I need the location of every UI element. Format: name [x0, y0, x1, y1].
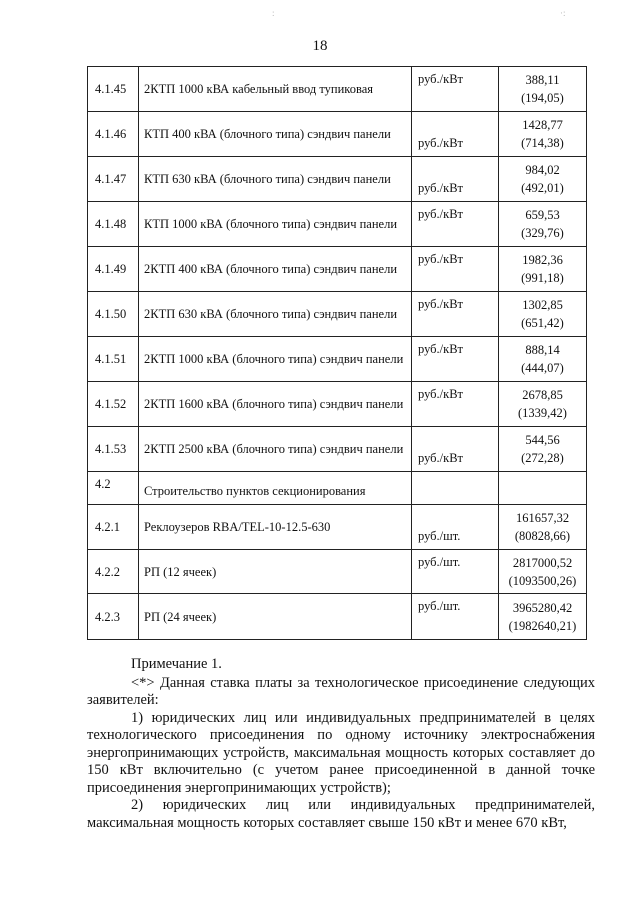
row-unit: руб./шт. — [412, 550, 499, 594]
row-code: 4.1.53 — [88, 427, 139, 472]
row-name: 2КТП 1600 кВА (блочного типа) сэндвич панели — [139, 382, 412, 427]
price-value: 161657,32 — [515, 511, 570, 525]
row-name: КТП 1000 кВА (блочного типа) сэндвич панели — [139, 202, 412, 247]
row-code: 4.2 — [88, 472, 139, 505]
table-row — [88, 337, 587, 382]
row-unit: руб./кВт — [412, 157, 499, 202]
row-name: Реклоузеров RBA/TEL-10-12.5-630 — [139, 505, 412, 550]
price-value: 1302,85 — [522, 298, 563, 312]
price-half-value: (1093500,26) — [508, 573, 577, 588]
table-row — [88, 550, 587, 594]
row-price — [499, 594, 587, 640]
price-half-value: (444,07) — [521, 361, 564, 375]
row-price — [499, 337, 587, 382]
row-unit — [412, 472, 499, 505]
table-row — [88, 292, 587, 337]
row-code: 4.1.48 — [88, 202, 139, 247]
price-value: 984,02 — [525, 163, 560, 177]
table-row — [88, 67, 587, 112]
row-price — [499, 202, 587, 247]
row-name: 2КТП 630 кВА (блочного типа) сэндвич панели — [139, 292, 412, 337]
price-value: 2678,85 — [522, 388, 563, 402]
row-name: РП (24 ячеек) — [139, 594, 412, 640]
row-price — [499, 292, 587, 337]
row-code: 4.2.1 — [88, 505, 139, 550]
price-value: 1982,36 — [522, 253, 563, 267]
price-value: 659,53 — [525, 208, 560, 222]
row-code: 4.1.47 — [88, 157, 139, 202]
row-unit: руб./кВт — [412, 337, 499, 382]
row-code: 4.2.3 — [88, 594, 139, 640]
price-half-value: (194,05) — [521, 91, 564, 105]
note-section — [87, 656, 595, 832]
table-row — [88, 247, 587, 292]
row-name: Строительство пунктов секционирования — [139, 472, 412, 505]
row-name: 2КТП 1000 кВА (блочного типа) сэндвич панели — [139, 337, 412, 382]
price-half-value: (714,38) — [521, 136, 564, 150]
row-code: 4.1.50 — [88, 292, 139, 337]
row-unit: руб./кВт — [412, 202, 499, 247]
scan-speck: ·: — [560, 8, 566, 18]
row-price — [499, 505, 587, 550]
row-name: 2КТП 400 кВА (блочного типа) сэндвич панели — [139, 247, 412, 292]
row-price — [499, 157, 587, 202]
price-value: 388,11 — [525, 73, 560, 87]
row-unit: руб./кВт — [412, 427, 499, 472]
note-title: Примечание 1. — [131, 656, 222, 672]
tariff-table — [87, 66, 587, 640]
row-name: КТП 630 кВА (блочного типа) сэндвич панели — [139, 157, 412, 202]
price-value: 888,14 — [525, 343, 560, 357]
price-half-value: (1339,42) — [518, 406, 567, 420]
row-unit: руб./кВт — [412, 112, 499, 157]
row-unit: руб./кВт — [412, 67, 499, 112]
price-half-value: (651,42) — [521, 316, 564, 330]
row-price — [499, 247, 587, 292]
row-price — [499, 472, 587, 505]
price-value: 1428,77 — [522, 118, 563, 132]
row-price — [499, 427, 587, 472]
row-code: 4.1.45 — [88, 67, 139, 112]
row-name: 2КТП 2500 кВА (блочного типа) сэндвич панели — [139, 427, 412, 472]
price-value: 3965280,42 — [512, 600, 573, 615]
price-half-value: (329,76) — [521, 226, 564, 240]
price-half-value: (272,28) — [521, 451, 564, 465]
price-value: 544,56 — [525, 433, 560, 447]
page-number: 18 — [312, 38, 328, 54]
table-row — [88, 202, 587, 247]
table-row — [88, 427, 587, 472]
row-price — [499, 67, 587, 112]
row-unit: руб./шт. — [412, 505, 499, 550]
row-code: 4.2.2 — [88, 550, 139, 594]
note-intro: <*> Данная ставка платы за технологическое присоединение следующих заявителей: — [87, 674, 595, 708]
note-item-2: 2) юридических лиц или индивидуальных предпринимателей, максимальная мощность которых составляет свыше 150 кВт и менее 670 кВт, — [87, 797, 595, 831]
table-row — [88, 505, 587, 550]
price-half-value: (1982640,21) — [508, 618, 577, 633]
row-name: РП (12 ячеек) — [139, 550, 412, 594]
row-unit: руб./кВт — [412, 382, 499, 427]
row-unit: руб./шт. — [412, 594, 499, 640]
row-price — [499, 550, 587, 594]
row-unit: руб./кВт — [412, 247, 499, 292]
table-row — [88, 472, 587, 505]
row-unit: руб./кВт — [412, 292, 499, 337]
table-row — [88, 382, 587, 427]
scan-speck: : — [272, 8, 275, 18]
price-half-value: (991,18) — [521, 271, 564, 285]
row-price — [499, 382, 587, 427]
row-name: 2КТП 1000 кВА кабельный ввод тупиковая — [139, 67, 412, 112]
price-value: 2817000,52 — [512, 555, 573, 570]
price-half-value: (80828,66) — [514, 529, 571, 543]
price-half-value: (492,01) — [521, 181, 564, 195]
table-row — [88, 157, 587, 202]
table-row — [88, 594, 587, 640]
row-code: 4.1.49 — [88, 247, 139, 292]
table-row — [88, 112, 587, 157]
note-item-1: 1) юридических лиц или индивидуальных предпринимателей в целях технологического присоединения по одному источнику электроснабжения энергопринимающих устройств, максимальная мощность которых составляет до 150 кВт включительно (с учетом ранее присоединенной в данной точке присоединения энергопринимающих устройств); — [87, 709, 595, 796]
row-price — [499, 112, 587, 157]
row-code: 4.1.52 — [88, 382, 139, 427]
row-code: 4.1.51 — [88, 337, 139, 382]
row-name: КТП 400 кВА (блочного типа) сэндвич панели — [139, 112, 412, 157]
row-code: 4.1.46 — [88, 112, 139, 157]
